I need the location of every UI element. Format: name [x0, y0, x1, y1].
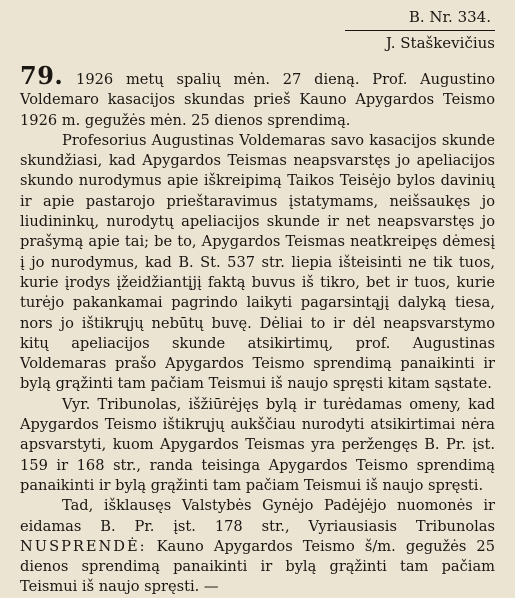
paragraph-intro: [20, 61, 496, 131]
paragraph-tribunal-finding: Vyr. Tribunolas, išžiūrėjęs bylą ir turėdamas omeny, kad Apygardos Teismo ištikrųjų aukščiau nurodyti atsikirtimai nėra apsvarstyti, kuom Apygardos Teismas yra peržengęs B. Pr. įst. 159 ir 168 str., randa teisinga Apygardos Teismo sprendimą panaikinti ir bylą grąžinti tam pačiam Teismui iš naujo spręsti.: [20, 395, 495, 494]
case-number: 79.: [20, 61, 64, 90]
document-body: [20, 61, 496, 598]
page-header: [345, 8, 495, 52]
verdict-text: Kauno Apygardos Teismo š/m. gegužės 25 dienos sprendimą panaikinti ir bylą grąžinti tam pačiam Teismui iš naujo spręsti. —: [20, 537, 495, 596]
verdict-word: NUSPRENDĖ:: [20, 537, 147, 555]
verdict-lead: Tad, išklausęs Valstybės Gynėjo Padėjėjo nuomonės ir eidamas B. Pr. įst. 178 str., Vyriausiasis Tribunolas: [20, 497, 495, 535]
paragraph-complaint: Profesorius Augustinas Voldemaras savo kasacijos skunde skundžiasi, kad Apygardos Teismas neapsvarstęs jo apeliacijos skundo nurodymus apie iškreipimą Taikos Teisėjo bylos davinių ir apie pastarojo prieštaravimus įstatymams, neišsaukęs jo liudininkų, nurodytų apeliacijos skunde ir net neapsvarstęs jo prašymą apie tai; be to, Apygardos Teismas neatkreipęs dėmesį į jo nurodymus, kad B. St. 537 str. liepia išteisinti ne tik tuos, kurie įrodys įžeidžiantįjį faktą buvus iš tikro, bet ir tuos, kurie turėjo pakankamai pagrindo laikyti pagarsintąjį dalyką tiesa, nors jo ištikrųjų nebūtų buvę. Dėliai to ir dėl neapsvarstymo kitų apeliacijos skunde atsikirtimų, prof. Augustinas Voldemaras prašo Apygardos Teismo sprendimą panaikinti ir bylą grąžinti tam pačiam Teismui iš naujo spręsti kitam sąstate.: [20, 131, 495, 393]
paragraph-verdict: [20, 496, 495, 597]
author-name: J. Staškevičius: [385, 34, 495, 52]
header-divider: [345, 30, 495, 31]
bulletin-number: B. Nr. 334.: [408, 8, 491, 26]
paragraph-intro-text: 1926 metų spalių mėn. 27 dieną. Prof. Augustino Voldemaro kasacijos skundas prieš Kauno Apygardos Teismo 1926 m. gegužės mėn. 25 dienos sprendimą.: [20, 71, 496, 129]
